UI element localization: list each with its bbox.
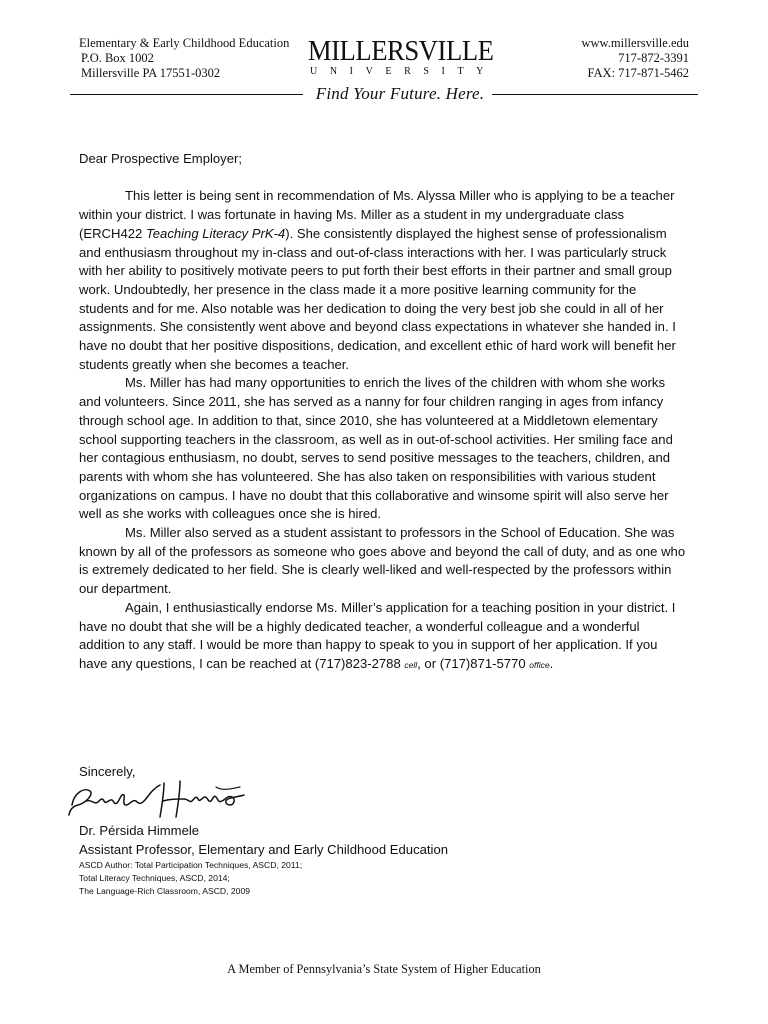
- closing-sincerely: Sincerely,: [79, 764, 136, 779]
- credit-line: Total Literacy Techniques, ASCD, 2014;: [79, 873, 230, 883]
- phone: 717-872-3391: [618, 51, 689, 65]
- paragraph-2: Ms. Miller has had many opportunities to enrich the lives of the children with whom she works and volunteers. Since 2011, she has served as a nanny for four children ranging in ages from infancy through school age. In addition to that, since 2010, she has volunteered at a Middletown elementary school supporting teachers in the classroom, as well as in out-of-school activities. Her smiling face and her contagious enthusiasm, no doubt, serves to send positive messages to the teachers, children, and parents with whom she has volunteered. She has also taken on responsibilities with various student organizations on campus. I have no doubt that this collaborative and winsome spirit will also serve her well as she works with colleagues once she is hired.: [79, 375, 673, 522]
- logo-name: MILLERSVILLE: [307, 35, 494, 67]
- website: www.millersville.edu: [581, 36, 689, 50]
- salutation: Dear Prospective Employer;: [79, 151, 243, 166]
- fax: FAX: 717-871-5462: [587, 66, 689, 80]
- course-title: Teaching Literacy PrK-4: [145, 225, 286, 241]
- letterhead-contact: [581, 36, 689, 81]
- department-name: Elementary & Early Childhood Education: [79, 36, 290, 50]
- signer-title: Assistant Professor, Elementary and Early Childhood Education: [79, 841, 449, 857]
- paragraph-4: [79, 599, 689, 675]
- cell-label: cell: [404, 659, 418, 670]
- signature-block: [79, 822, 448, 859]
- header-rule-right: [492, 94, 698, 95]
- p4-text-mid: , or (717)871-5770: [417, 655, 530, 671]
- header-rule-left: [70, 94, 303, 95]
- tagline: Find Your Future. Here.: [315, 84, 485, 103]
- p1-text: This letter is being sent in recommendation of Ms. Alyssa Miller who is applying to be a teacher within your district. I was fortunate in having Ms. Miller as a student in my undergraduate class (ERCH422: [79, 188, 675, 241]
- footer-text: A Member of Pennsylvania’s State System of Higher Education: [227, 962, 541, 976]
- p4-text-end: .: [549, 655, 554, 671]
- letterhead-address: [79, 36, 289, 81]
- office-label: office: [529, 659, 550, 670]
- credit-line: The Language-Rich Classroom, ASCD, 2009: [79, 886, 251, 896]
- author-credits: [79, 859, 302, 898]
- university-logo: [300, 36, 496, 77]
- p4-text: Again, I enthusiastically endorse Ms. Miller’s application for a teaching position in your district. I have no doubt that she will be a highly dedicated teacher, a wonderful colleague and a wonderful addition to any staff. I would be more than happy to speak to you in support of her application. If you have any questions, I can be reached at (717)823-2788: [79, 599, 676, 671]
- logo-university: UNIVERSITY: [310, 66, 496, 77]
- signer-name: Dr. Pérsida Himmele: [79, 823, 200, 838]
- po-box: P.O. Box 1002: [81, 51, 154, 65]
- paragraph-3: Ms. Miller also served as a student assistant to professors in the School of Education. She was known by all of the professors as someone who goes above and beyond the call of duty, and as one who is extremely dedicated to her field. She is clearly well-liked and well-respected by the professors within our department.: [79, 525, 686, 597]
- city-line: Millersville PA 17551-0302: [81, 66, 221, 80]
- paragraph-1: [79, 187, 689, 374]
- p1-text-cont: ). She consistently displayed the highest sense of professionalism and enthusiasm throughout my in-class and out-of-class interactions with her. I was particularly struck with her ability to positively motivate peers to put forth their best efforts in their partner and small group work. Undoubtedly, her presence in the class made it a more positive learning community for the students and for me. Also notable was her dedication to doing the very best job she could in all of her assignments. She consistently went above and beyond class expectations in whatever she handed in. I have no doubt that her positive dispositions, dedication, and excellent ethic of hard work will benefit her students greatly when she becomes a teacher.: [79, 225, 676, 372]
- letter-body: [79, 150, 689, 675]
- credit-line: ASCD Author: Total Participation Techniques, ASCD, 2011;: [79, 860, 303, 870]
